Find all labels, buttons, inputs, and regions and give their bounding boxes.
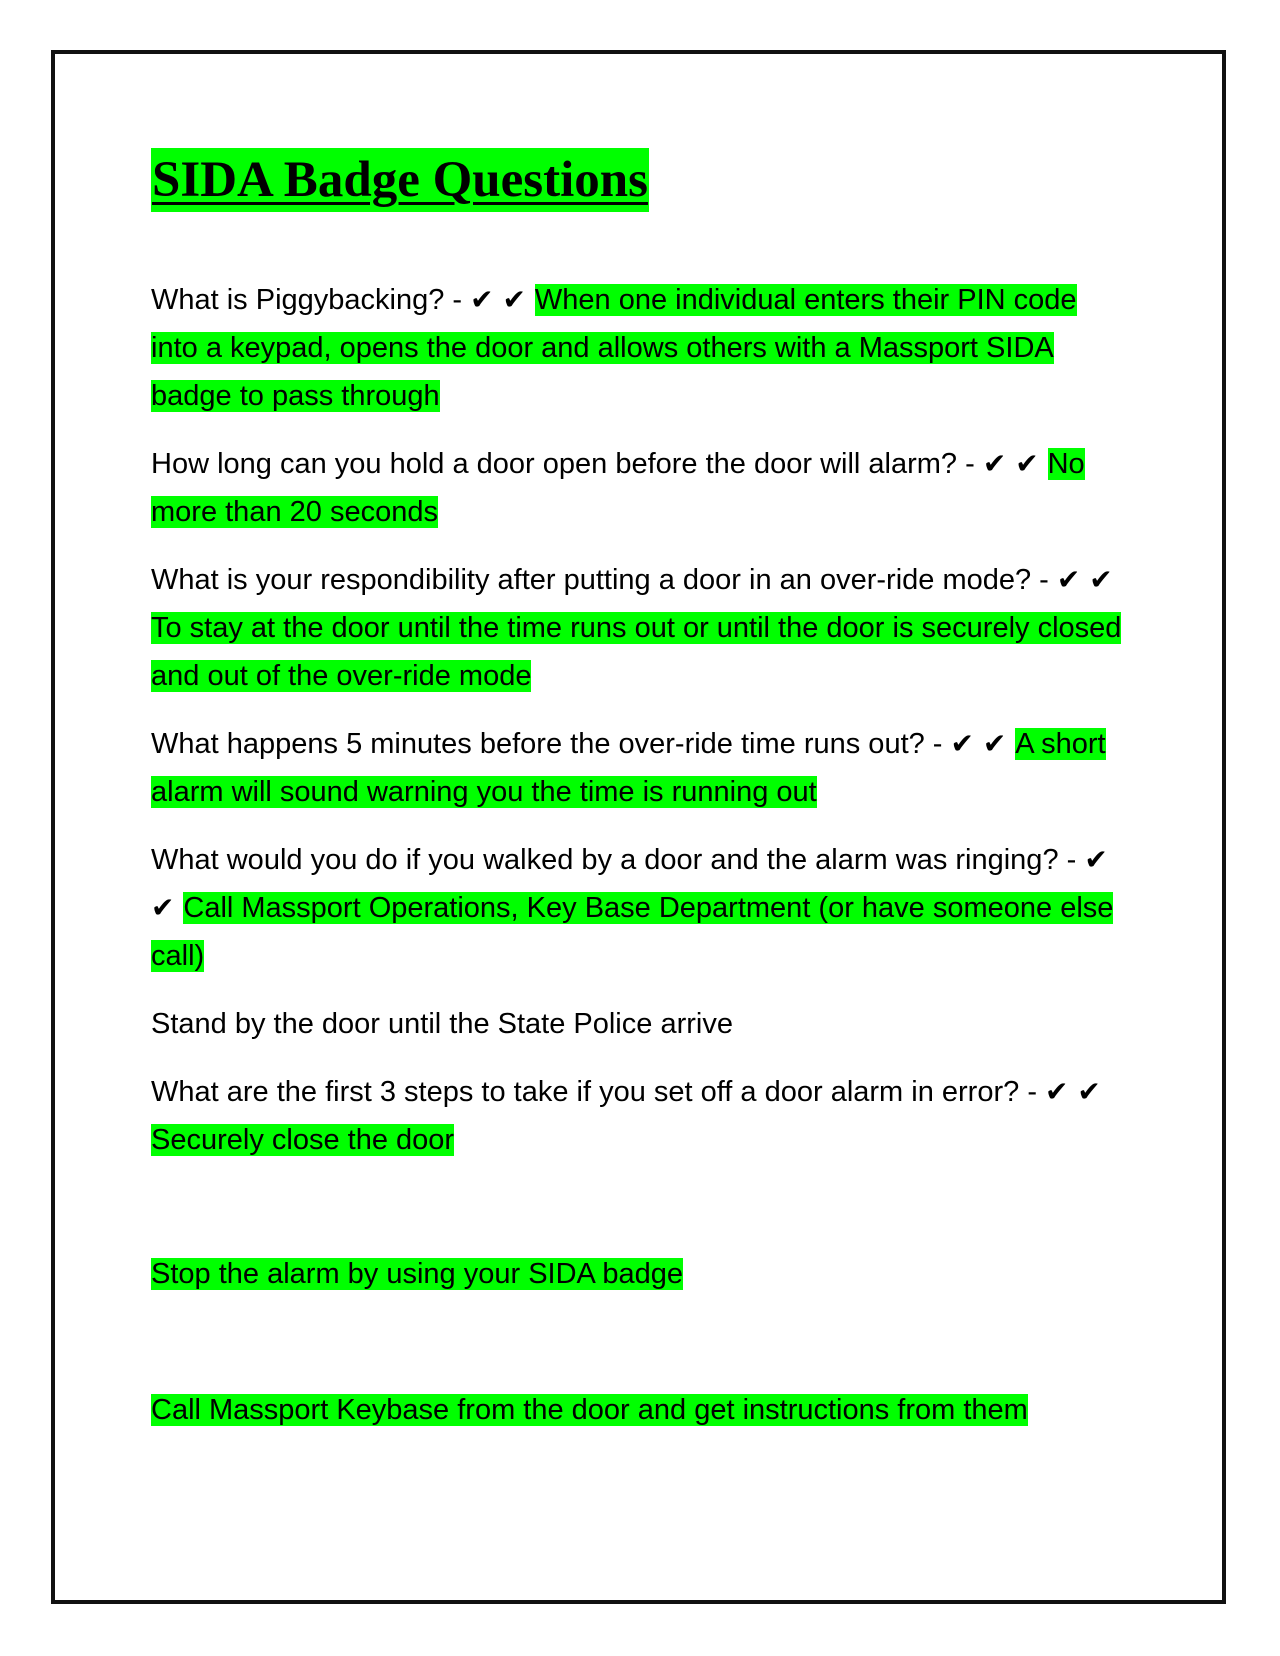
answer-text: Securely close the door xyxy=(151,1124,455,1156)
step-text: Call Massport Keybase from the door and get instructions from them xyxy=(151,1394,1028,1426)
note-text: Stand by the door until the State Police arrive xyxy=(151,1008,733,1040)
qa-item-piggybacking xyxy=(151,276,1131,420)
answer-text: No more than 20 seconds xyxy=(151,448,1085,528)
answer-text: A short alarm will sound warning you the time is running out xyxy=(151,728,1106,808)
qa-item-override-warning xyxy=(151,720,1131,816)
question-text: What is your respondibility after putting a door in an over-ride mode? - xyxy=(151,564,1057,596)
document-body xyxy=(151,148,1131,1434)
step-text: Stop the alarm by using your SIDA badge xyxy=(151,1258,683,1290)
qa-item-override-responsibility xyxy=(151,556,1131,700)
qa-item-alarm-ringing xyxy=(151,836,1131,980)
qa-item-first-steps xyxy=(151,1068,1131,1164)
question-text: What would you do if you walked by a door and the alarm was ringing? - xyxy=(151,844,1085,876)
question-text: What is Piggybacking? - xyxy=(151,284,471,316)
checkmark-icon: ✔ ✔ xyxy=(950,727,1016,760)
answer-text: To stay at the door until the time runs out or until the door is securely closed and out of the over-ride mode xyxy=(151,612,1122,692)
step-item xyxy=(151,1250,1131,1298)
checkmark-icon: ✔ ✔ xyxy=(470,283,535,316)
answer-text: When one individual enters their PIN code into a keypad, opens the door and allows others with a Massport SIDA badge to pass through xyxy=(151,284,1077,412)
step-item xyxy=(151,1386,1131,1434)
question-text: What happens 5 minutes before the over-ride time runs out? - xyxy=(151,728,951,760)
question-text: How long can you hold a door open before the door will alarm? - xyxy=(151,448,983,480)
qa-item-door-open-time xyxy=(151,440,1131,536)
checkmark-icon: ✔ ✔ xyxy=(151,843,1108,924)
document-title: SIDA Badge Questions xyxy=(151,148,649,212)
question-text: What are the first 3 steps to take if you set off a door alarm in error? - xyxy=(151,1076,1046,1108)
checkmark-icon: ✔ ✔ xyxy=(1045,1075,1101,1108)
checkmark-icon: ✔ ✔ xyxy=(1056,563,1113,596)
checkmark-icon: ✔ ✔ xyxy=(982,447,1048,480)
answer-text: Call Massport Operations, Key Base Department (or have someone else call) xyxy=(151,892,1114,972)
